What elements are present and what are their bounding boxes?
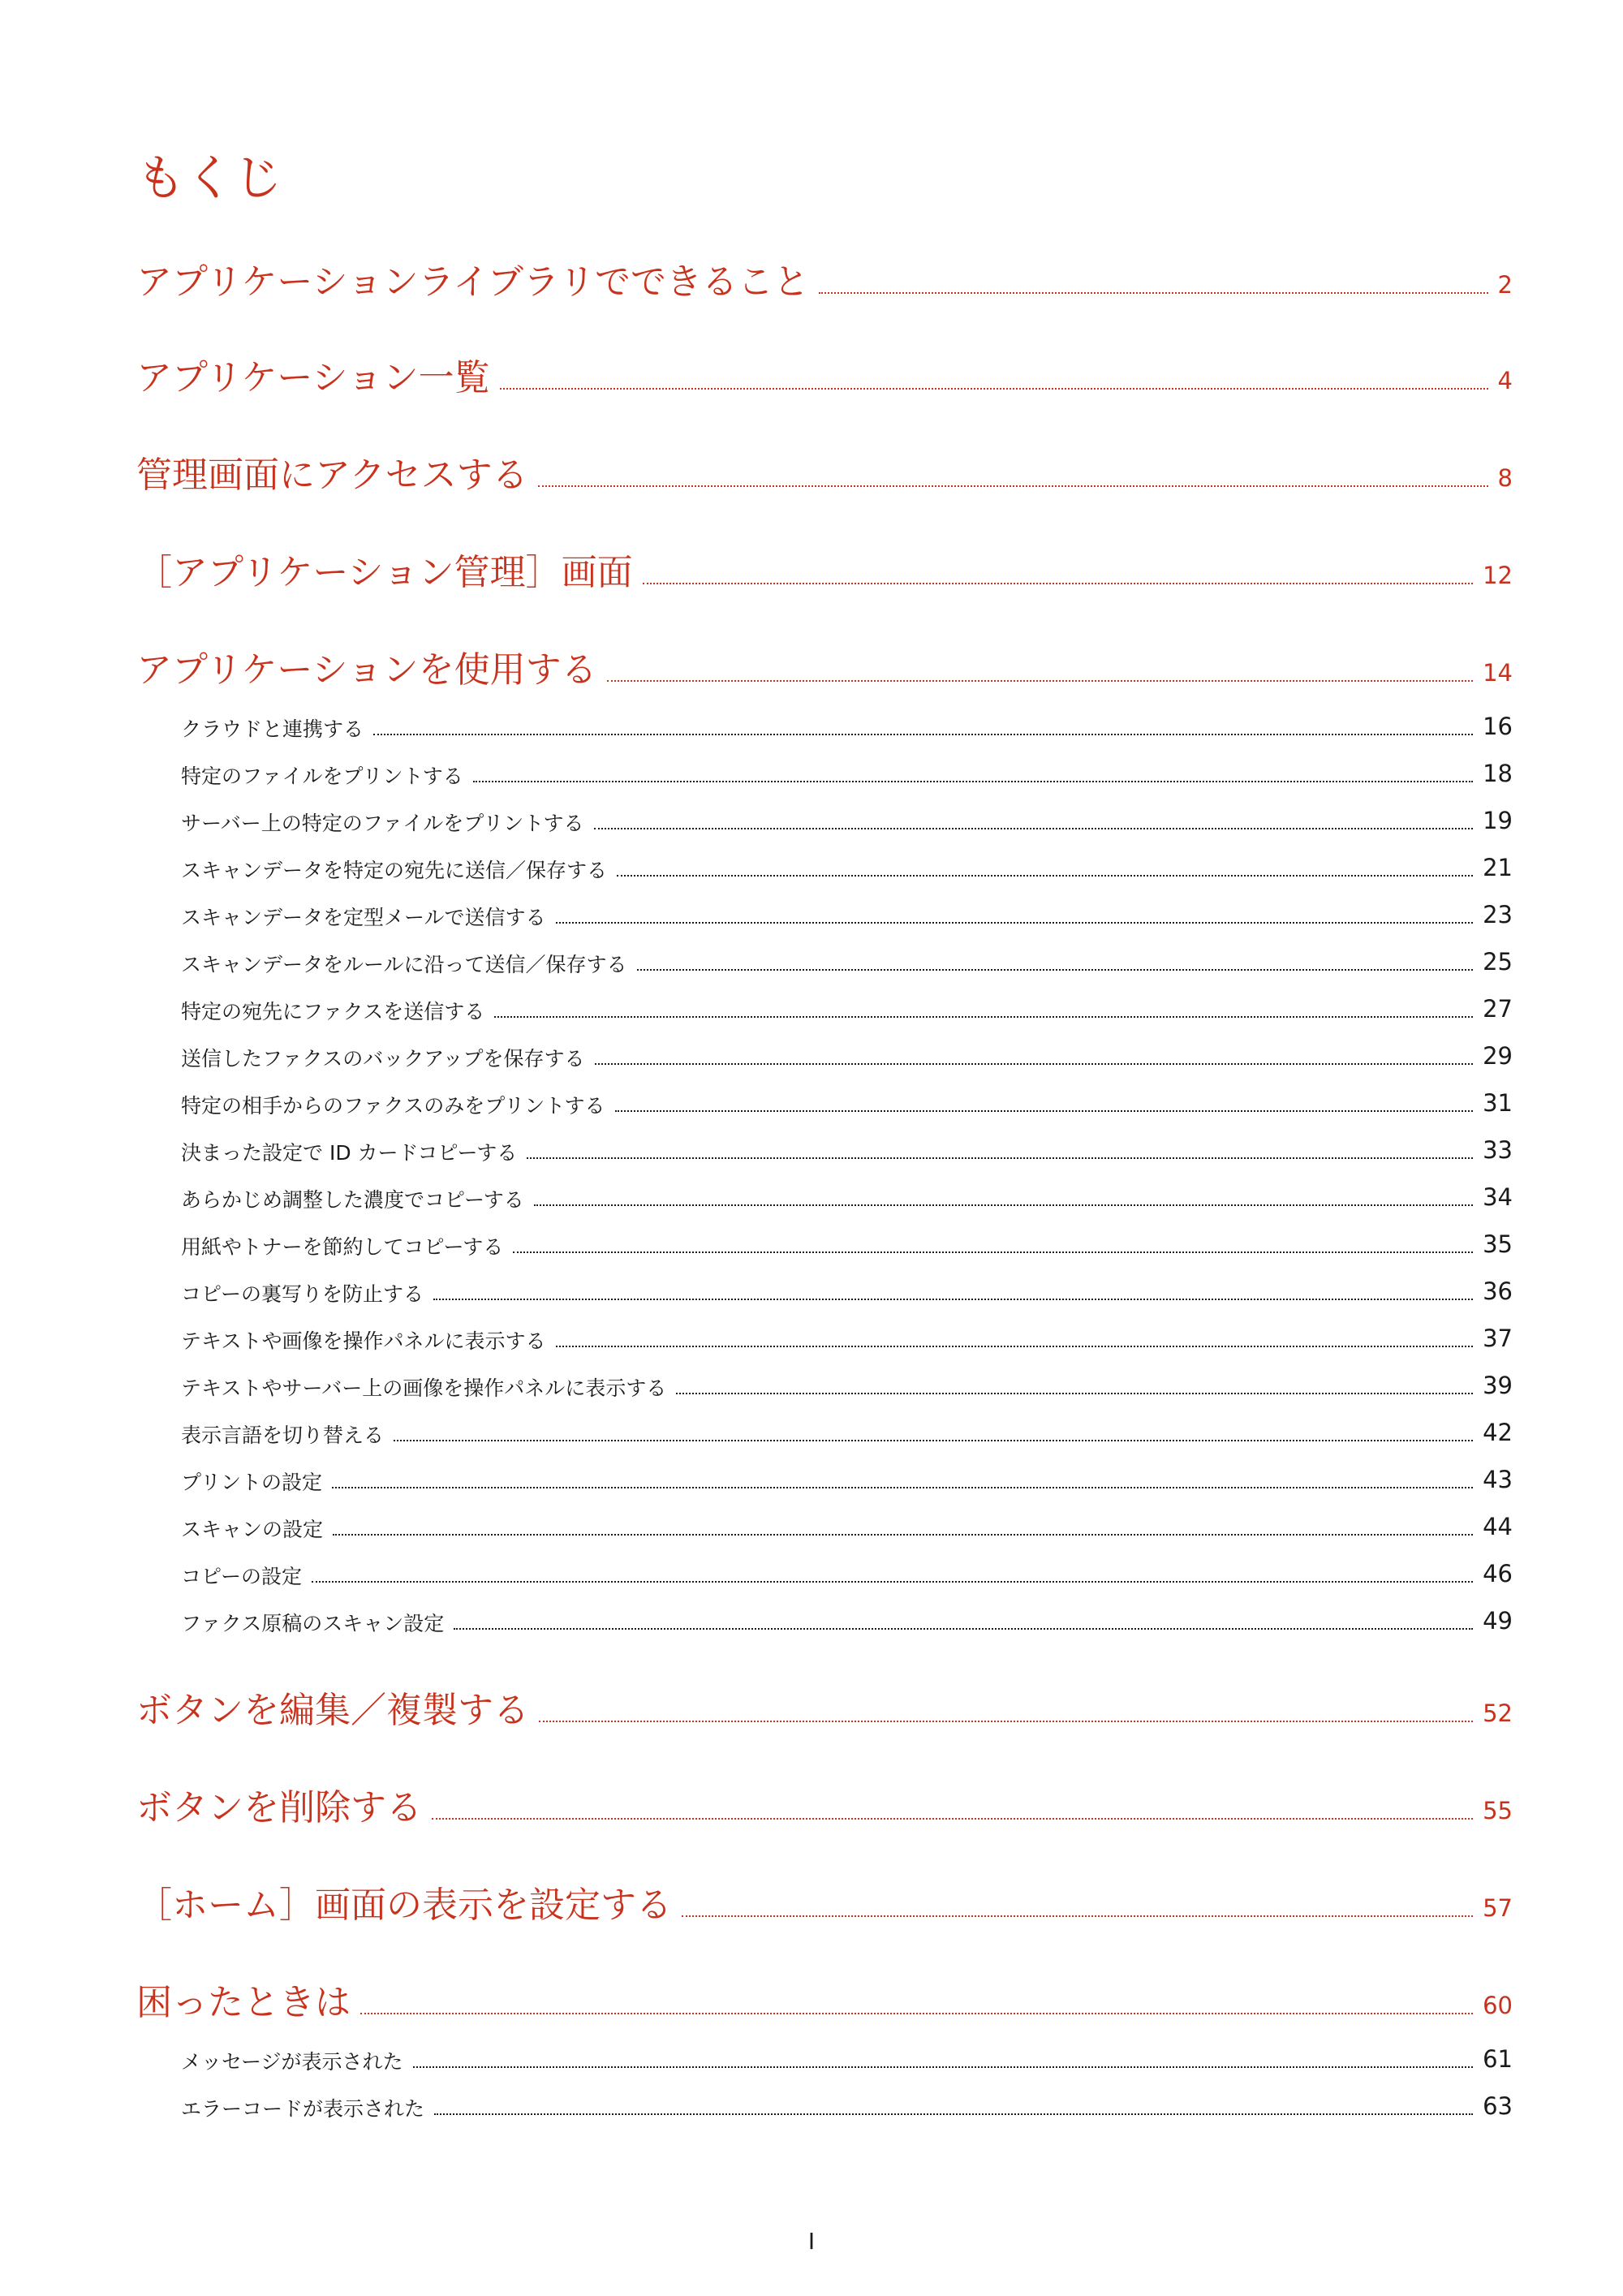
toc-entry-page-number: 49: [1483, 1607, 1513, 1635]
dot-leader: [527, 1157, 1473, 1159]
toc-section-entry[interactable]: [181, 1273, 1513, 1305]
dot-leader: [432, 1818, 1473, 1820]
page-title: もくじ: [136, 150, 282, 207]
toc-entry-page-number: 57: [1483, 1894, 1513, 1923]
toc-entry-label: スキャンデータを特定の宛先に送信／保存する: [181, 858, 608, 882]
toc-section-entry[interactable]: [181, 1508, 1513, 1540]
toc-entry-label: 特定の相手からのファクスのみをプリントする: [181, 1093, 605, 1118]
toc-entry-label: 表示言語を切り替える: [181, 1423, 385, 1447]
toc-entry-page-number: 23: [1483, 901, 1513, 929]
toc-section-entry[interactable]: [181, 1178, 1513, 1211]
toc-section-entry[interactable]: [181, 1084, 1513, 1117]
toc-entry-label: ファクス原稿のスキャン設定: [181, 1611, 445, 1635]
toc-entry-label: スキャンデータを定型メールで送信する: [181, 905, 546, 929]
toc-entry-label: テキストや画像を操作パネルに表示する: [181, 1329, 546, 1353]
toc-section-entry[interactable]: [181, 1131, 1513, 1164]
toc-entry-page-number: 25: [1483, 948, 1513, 976]
toc-section-entry[interactable]: [181, 2040, 1513, 2073]
dot-leader: [615, 1110, 1474, 1112]
toc-entry-label: 決まった設定で ID カードコピーする: [181, 1140, 518, 1165]
toc-entry-label: ボタンを削除する: [136, 1786, 422, 1829]
toc-section-entry[interactable]: [181, 849, 1513, 881]
toc-section-entry[interactable]: [181, 943, 1513, 976]
toc-chapter-entry[interactable]: [136, 638, 1513, 690]
dot-leader: [819, 292, 1488, 294]
toc-entry-page-number: 27: [1483, 995, 1513, 1023]
toc-section-entry[interactable]: [181, 755, 1513, 787]
toc-entry-label: ボタンを編集／複製する: [136, 1689, 529, 1731]
toc-entry-label: スキャンの設定: [181, 1517, 324, 1541]
dot-leader: [360, 2013, 1473, 2014]
toc-entry-page-number: 21: [1483, 854, 1513, 882]
dot-leader: [607, 680, 1473, 682]
toc-entry-label: ［ホーム］画面の表示を設定する: [136, 1884, 672, 1926]
toc-entry-page-number: 36: [1483, 1277, 1513, 1306]
toc-entry-page-number: 61: [1483, 2045, 1513, 2074]
toc-entry-page-number: 46: [1483, 1560, 1513, 1588]
toc-entry-page-number: 39: [1483, 1372, 1513, 1400]
dot-leader: [394, 1440, 1473, 1441]
toc-section-entry[interactable]: [181, 990, 1513, 1023]
toc-entry-page-number: 12: [1483, 562, 1513, 590]
toc-entry-page-number: 44: [1483, 1513, 1513, 1541]
toc-section-entry[interactable]: [181, 1414, 1513, 1446]
toc-entry-label: コピーの設定: [181, 1564, 303, 1588]
toc-section-entry[interactable]: [181, 2087, 1513, 2120]
toc-entry-label: 特定の宛先にファクスを送信する: [181, 999, 485, 1023]
toc-entry-page-number: 55: [1483, 1797, 1513, 1825]
toc-section-entry[interactable]: [181, 1555, 1513, 1587]
toc-section-entry[interactable]: [181, 1037, 1513, 1070]
toc-section-entry[interactable]: [181, 1461, 1513, 1493]
dot-leader: [556, 1346, 1474, 1347]
dot-leader: [595, 1063, 1474, 1065]
toc-chapter-entry[interactable]: [136, 443, 1513, 495]
dot-leader: [433, 1299, 1473, 1300]
toc-section-entry[interactable]: [181, 1226, 1513, 1258]
toc-entry-label: 特定のファイルをプリントする: [181, 764, 463, 788]
dot-leader: [513, 1251, 1473, 1253]
toc-entry-page-number: 35: [1483, 1230, 1513, 1259]
toc-chapter-entry[interactable]: [136, 250, 1513, 302]
toc-entry-label: メッセージが表示された: [181, 2049, 403, 2074]
dot-leader: [473, 781, 1473, 782]
toc-entry-page-number: 18: [1483, 760, 1513, 788]
toc-entry-label: アプリケーション一覧: [136, 356, 490, 398]
toc-entry-page-number: 8: [1497, 464, 1513, 493]
toc-entry-page-number: 14: [1483, 659, 1513, 687]
dot-leader: [332, 1487, 1473, 1488]
dot-leader: [594, 828, 1474, 829]
toc-entry-page-number: 29: [1483, 1042, 1513, 1070]
dot-leader: [333, 1534, 1473, 1536]
dot-leader: [434, 2113, 1473, 2115]
toc-chapter-entry[interactable]: [136, 1971, 1513, 2022]
toc-chapter-entry[interactable]: [136, 1873, 1513, 1925]
toc-chapter-entry[interactable]: [136, 1678, 1513, 1730]
dot-leader: [538, 485, 1488, 487]
toc-entry-page-number: 33: [1483, 1136, 1513, 1165]
toc-entry-label: 用紙やトナーを節約してコピーする: [181, 1234, 504, 1259]
dot-leader: [617, 875, 1473, 877]
toc-entry-label: エラーコードが表示された: [181, 2096, 425, 2121]
dot-leader: [413, 2066, 1474, 2068]
dot-leader: [312, 1581, 1473, 1583]
toc-chapter-entry[interactable]: [136, 541, 1513, 592]
toc-section-entry[interactable]: [181, 802, 1513, 834]
toc-entry-page-number: 42: [1483, 1419, 1513, 1447]
toc-entry-page-number: 37: [1483, 1325, 1513, 1353]
toc-entry-page-number: 52: [1483, 1699, 1513, 1728]
toc-entry-label: サーバー上の特定のファイルをプリントする: [181, 811, 584, 835]
toc-section-entry[interactable]: [181, 1602, 1513, 1635]
toc-entry-label: クラウドと連携する: [181, 717, 364, 741]
dot-leader: [682, 1915, 1473, 1917]
dot-leader: [494, 1016, 1473, 1018]
toc-entry-label: プリントの設定: [181, 1470, 323, 1494]
toc-entry-page-number: 19: [1483, 807, 1513, 835]
dot-leader: [637, 969, 1474, 971]
toc-entry-page-number: 2: [1497, 271, 1513, 299]
dot-leader: [454, 1628, 1473, 1630]
toc-entry-page-number: 4: [1497, 367, 1513, 395]
dot-leader: [500, 388, 1488, 390]
dot-leader: [643, 583, 1473, 584]
toc-entry-page-number: 43: [1483, 1466, 1513, 1494]
toc-section-entry[interactable]: [181, 1320, 1513, 1352]
toc-entry-page-number: 60: [1483, 1992, 1513, 2020]
toc-section-entry[interactable]: [181, 708, 1513, 740]
toc-entry-page-number: 31: [1483, 1089, 1513, 1118]
toc-entry-label: 困ったときは: [136, 1981, 351, 2023]
toc-entry-label: スキャンデータをルールに沿って送信／保存する: [181, 952, 627, 976]
toc-entry-label: テキストやサーバー上の画像を操作パネルに表示する: [181, 1376, 667, 1400]
toc-chapter-entry[interactable]: [136, 1776, 1513, 1828]
toc-entry-label: ［アプリケーション管理］画面: [136, 551, 633, 593]
dot-leader: [556, 922, 1474, 924]
toc-entry-label: コピーの裏写りを防止する: [181, 1282, 424, 1306]
dot-leader: [534, 1204, 1473, 1206]
toc-entry-label: 管理画面にアクセスする: [136, 454, 528, 496]
toc-entry-label: アプリケーションライブラリでできること: [136, 261, 809, 303]
toc-entry-page-number: 34: [1483, 1183, 1513, 1212]
footer-page-number: I: [807, 2228, 816, 2255]
toc-section-entry[interactable]: [181, 896, 1513, 928]
dot-leader: [676, 1393, 1473, 1394]
toc-chapter-entry[interactable]: [136, 346, 1513, 398]
toc-entry-label: アプリケーションを使用する: [136, 648, 597, 691]
toc-entry-page-number: 16: [1483, 713, 1513, 741]
toc-entry-label: あらかじめ調整した濃度でコピーする: [181, 1187, 524, 1212]
toc-entry-page-number: 63: [1483, 2092, 1513, 2121]
dot-leader: [373, 734, 1473, 735]
toc-entry-label: 送信したファクスのバックアップを保存する: [181, 1046, 585, 1070]
toc-section-entry[interactable]: [181, 1367, 1513, 1399]
dot-leader: [539, 1721, 1473, 1722]
